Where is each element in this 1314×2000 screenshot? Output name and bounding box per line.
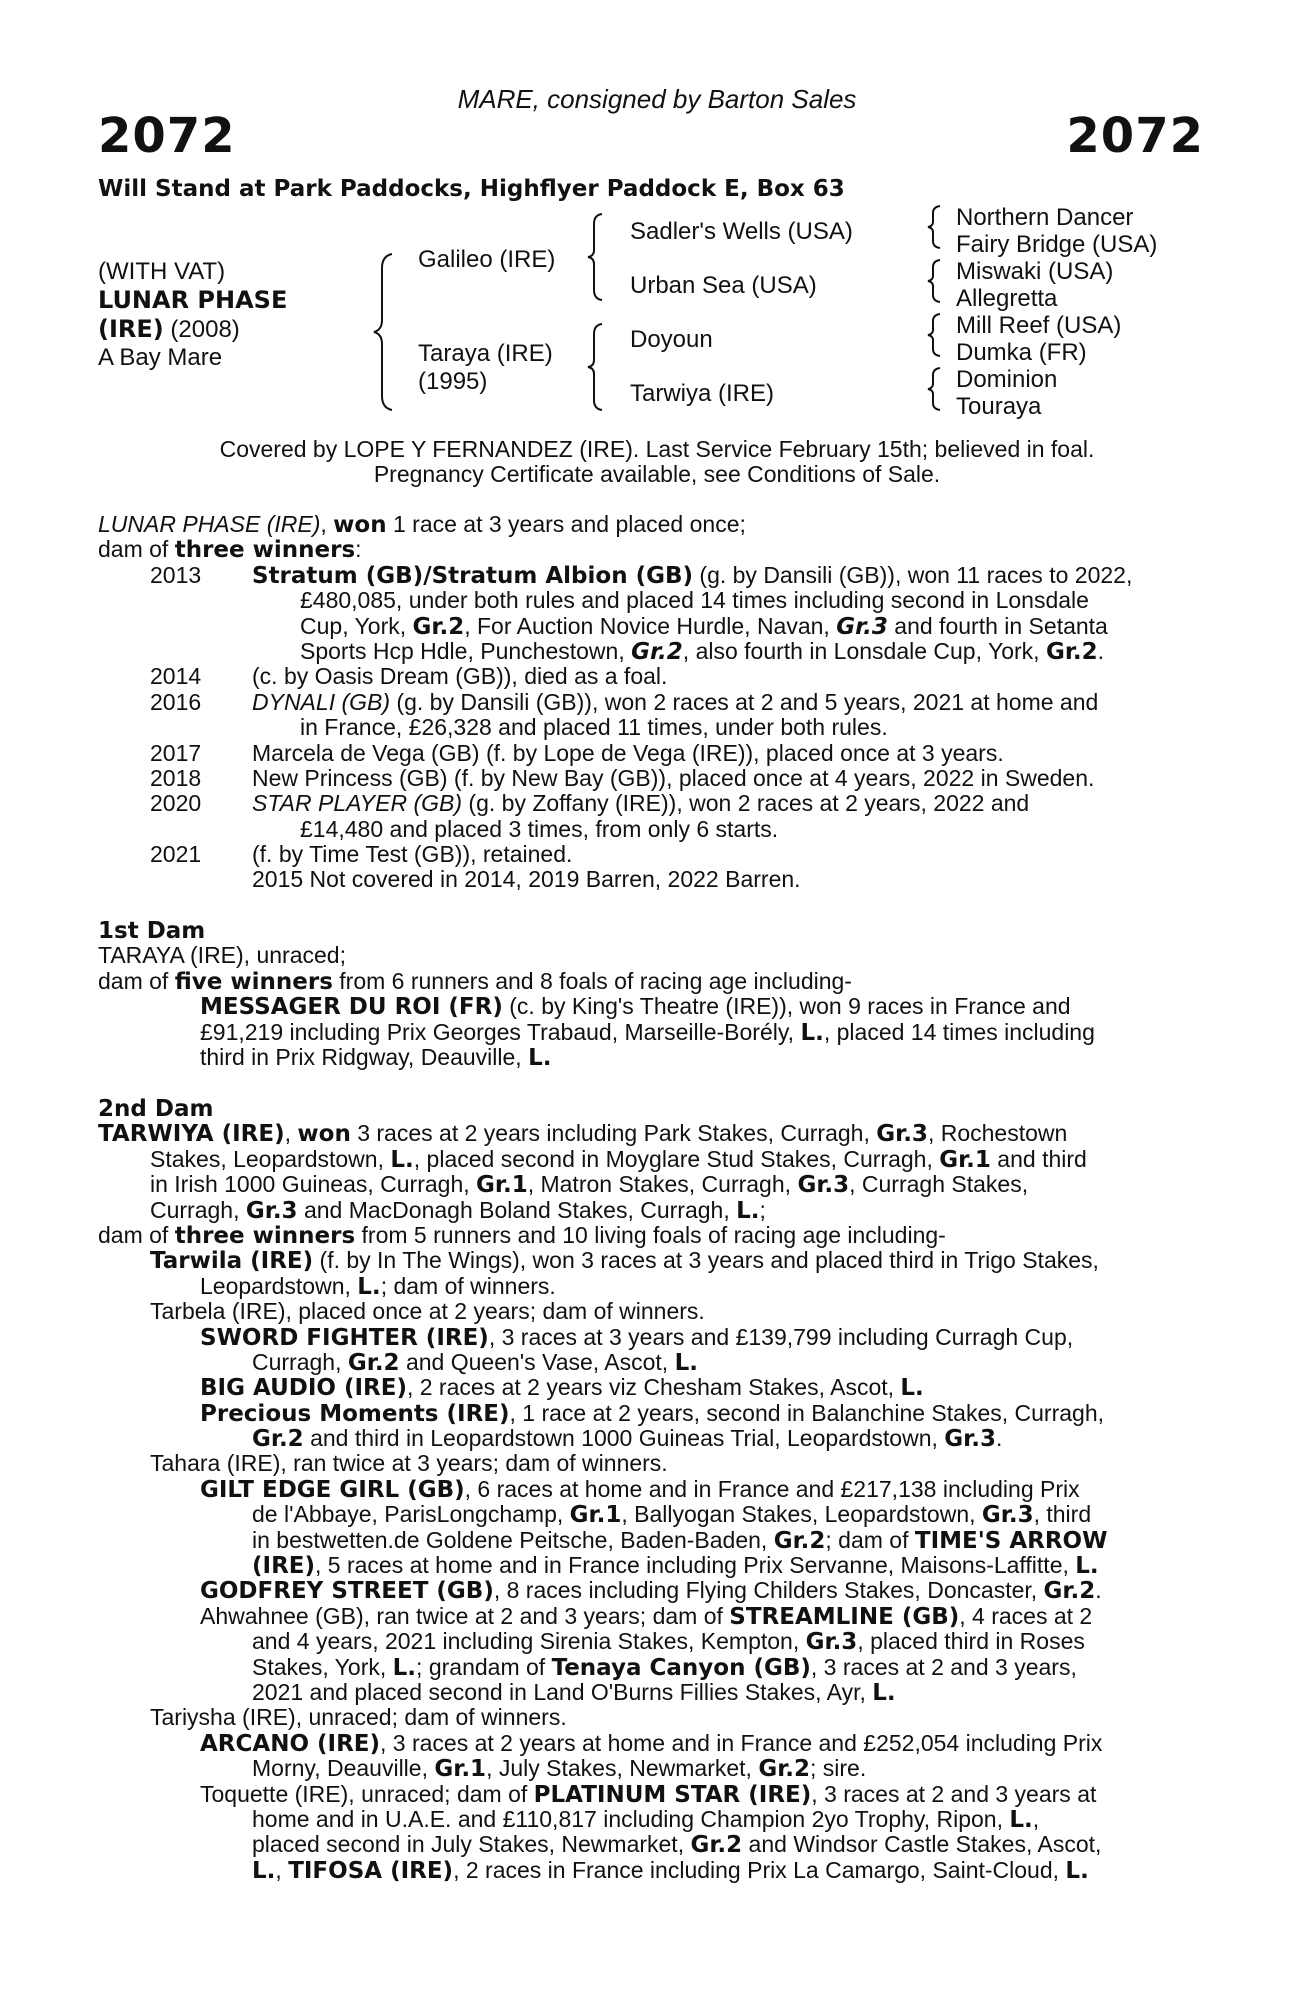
pedigree-brace-sd [924,258,946,304]
lot-number-right: 2072 [1066,108,1204,164]
produce-dam-of: dam of [98,536,175,563]
not-covered-note: 2015 Not covered in 2014, 2019 Barren, 2022 Barren. [252,866,801,893]
pedigree-brace-ss [924,204,946,250]
pedigree-sire: Galileo (IRE) [418,246,556,273]
produce-intro-rest: 1 race at 3 years and placed once; [386,511,746,537]
horse-identity [98,258,287,372]
first-dam-section: 1st Dam TARAYA (IRE), unraced; dam of five winners from 6 runners and 8 foals of racing age including- MESSAGER DU ROI (FR) (c. by King's Theatre (IRE)), won 9 races in France and £91,219 including Prix Georges Trabaud, Marseille-Borély, L., placed 14 times including third in Prix Ridgway, Deauville, L. [98,918,1208,1070]
consignor-line: MARE, consigned by Barton Sales [457,84,857,114]
horse-year: (2008) [163,316,240,343]
pedigree-sss: Northern Dancer [956,204,1134,231]
produce-three-winners: three winners [174,537,356,564]
standing-location: Will Stand at Park Paddocks, Highflyer Paddock E, Box 63 [98,176,845,202]
pedigree-sire-sire: Sadler's Wells (USA) [630,218,853,245]
horse-origin: (IRE) [98,315,164,343]
first-dam-name: TARAYA (IRE), unraced; [98,942,346,969]
pedigree-dds: Dominion [956,366,1058,393]
produce-2014: 2014 (c. by Oasis Dream (GB)), died as a foal. [150,663,668,690]
horse-description: A Bay Mare [98,344,223,371]
pedigree-ssd: Fairy Bridge (USA) [956,231,1158,258]
produce-2017: 2017 Marcela de Vega (GB) (f. by Lope de Vega (IRE)), placed once at 3 years. [150,739,1004,766]
pedigree-dam-year: (1995) [418,368,488,395]
produce-record: LUNAR PHASE (IRE), won 1 race at 3 years and placed once; dam of three winners: 2013 Stratum (GB)/Stratum Albion (GB) (g. by Dansili (GB)), won 11 races to 2022, £480,085, under both rules and placed 14 times including second in Lonsdale Cup, York, Gr.2, For Auction Novice Hurdle, Navan, Gr.3 and fourth in Setanta Sports Hcp Hdle, Punchestown, Gr.2, also fourth in Lonsdale Cup, York, Gr.2. 2014 (c. by Oasis Dream (GB)), died as a foal. 2016 DYNALI (GB) (g. by Dansili (GB)), won 2 races at 2 and 5 years, 2021 at home and in France, £26,328 and placed 11 times, under both rules. 2017 Marcela de Vega (GB) (f. by Lope de Vega (IRE)), placed once at 3 years. 2018 New Princess (GB) (f. by New Bay (GB)), placed once at 4 years, 2022 in Sweden. 2020 STAR PLAYER (GB) (g. by Zoffany (IRE)), won 2 races at 2 years, 2022 and £14,480 and placed 3 times, from only 6 starts. 2021 (f. by Time Test (GB)), retained. 2015 Not covered in 2014, 2019 Barren, 2022 Barren. [98,512,1208,893]
pedigree-dss: Mill Reef (USA) [956,312,1122,339]
produce-won: won [333,512,387,538]
produce-2020: 2020 STAR PLAYER (GB) (g. by Zoffany (IRE)), won 2 races at 2 years, 2022 and [150,790,1030,817]
produce-2018: 2018 New Princess (GB) (f. by New Bay (GB)), placed once at 4 years, 2022 in Sweden. [150,764,1095,791]
pedigree-brace-ds [924,312,946,358]
pedigree-dsd: Dumka (FR) [956,339,1087,366]
pedigree-brace-main [370,252,400,412]
produce-2013: 2013 Stratum (GB)/Stratum Albion (GB) (g. by Dansili (GB)), won 11 races to 2022, [150,561,1133,589]
first-dam-heading: 1st Dam [98,918,206,944]
horse-name: LUNAR PHASE [98,286,288,314]
first-dam-five-winners: five winners [174,968,333,995]
pedigree-brace-dd [924,366,946,412]
pedigree-dam: Taraya (IRE) [418,340,553,367]
produce-2016: 2016 DYNALI (GB) (g. by Dansili (GB)), won 2 races at 2 and 5 years, 2021 at home and [150,688,1099,715]
pedigree-dam-dam: Tarwiya (IRE) [630,380,775,407]
pedigree-sdd: Allegretta [956,285,1058,312]
pedigree-sds: Miswaki (USA) [956,258,1114,285]
lot-number-left: 2072 [98,108,236,164]
pedigree-sire-dam: Urban Sea (USA) [630,272,817,299]
pedigree-dam-sire: Doyoun [630,326,713,353]
pedigree-ddd: Touraya [956,393,1042,420]
messager-du-roi: MESSAGER DU ROI (FR) [200,994,503,1021]
second-dam-section: 2nd Dam TARWIYA (IRE), won 3 races at 2 years including Park Stakes, Curragh, Gr.3, Rochestown Stakes, Leopardstown, L., placed second in Moyglare Stud Stakes, Curragh, Gr.1 and third in Irish 1000 Guineas, Curragh, Gr.1, Matron Stakes, Curragh, Gr.3, Curragh Stakes, Curragh, Gr.3 and MacDonagh Boland Stakes, Curragh, L.; dam of three winners from 5 runners and 10 living foals of racing age including- Tarwila (IRE) (f. by In The Wings), won 3 races at 3 years and placed third in Trigo Stakes, Leopardstown, L.; dam of winners. Tarbela (IRE), placed once at 2 years; dam of winners. SWORD FIGHTER (IRE), 3 races at 3 years and £139,799 including Curragh Cup, Curragh, Gr.2 and Queen's Vase, Ascot, L. BIG AUDIO (IRE), 2 races at 2 years viz Chesham Stakes, Ascot, L. Precious Moments (IRE), 1 race at 2 years, second in Balanchine Stakes, Curragh, Gr.2 and third in Leopardstown 1000 Guineas Trial, Leopardstown, Gr.3. Tahara (IRE), ran twice at 3 years; dam of winners. GILT EDGE GIRL (GB), 6 races at home and in France and £217,138 including Prix de l'Abbaye, ParisLongchamp, Gr.1, Ballyogan Stakes, Leopardstown, Gr.3, third in bestwetten.de Goldene Peitsche, Baden-Baden, Gr.2; dam of TIME'S ARROW (IRE), 5 races at home and in France including Prix Servanne, Maisons-Laffitte, L. GODFREY STREET (GB), 8 races including Flying Childers Stakes, Doncaster, Gr.2. Ahwahnee (GB), ran twice at 2 and 3 years; dam of STREAMLINE (GB), 4 races at 2 and 4 years, 2021 including Sirenia Stakes, Kempton, Gr.3, placed third in Roses Stakes, York, L.; grandam of Tenaya Canyon (GB), 3 races at 2 and 3 years, 2021 and placed second in Land O'Burns Fillies Stakes, Ayr, L. Tariysha (IRE), unraced; dam of winners. ARCANO (IRE), 3 races at 2 years at home and in France and £252,054 including Prix Morny, Deauville, Gr.1, July Stakes, Newmarket, Gr.2; sire. Toquette (IRE), unraced; dam of PLATINUM STAR (IRE), 3 races at 2 and 3 years at home and in U.A.E. and £110,817 including Champion 2yo Trophy, Ripon, L., placed second in July Stakes, Newmarket, Gr.2 and Windsor Castle Stakes, Ascot, L., TIFOSA (IRE), 2 races in France including Prix La Camargo, Saint-Cloud, L. [98,1096,1108,1884]
produce-2021: 2021 (f. by Time Test (GB)), retained. [150,841,573,868]
covering-line: Covered by LOPE Y FERNANDEZ (IRE). Last Service February 15th; believed in foal. [219,436,1095,462]
second-dam-heading: 2nd Dam [98,1096,214,1122]
vat-note: (WITH VAT) [98,258,226,285]
pedigree-brace-sire [584,212,608,302]
pedigree-brace-dam [584,322,608,412]
produce-horse-name: LUNAR PHASE (IRE) [98,511,321,537]
pregnancy-line: Pregnancy Certificate available, see Conditions of Sale. [373,461,941,487]
